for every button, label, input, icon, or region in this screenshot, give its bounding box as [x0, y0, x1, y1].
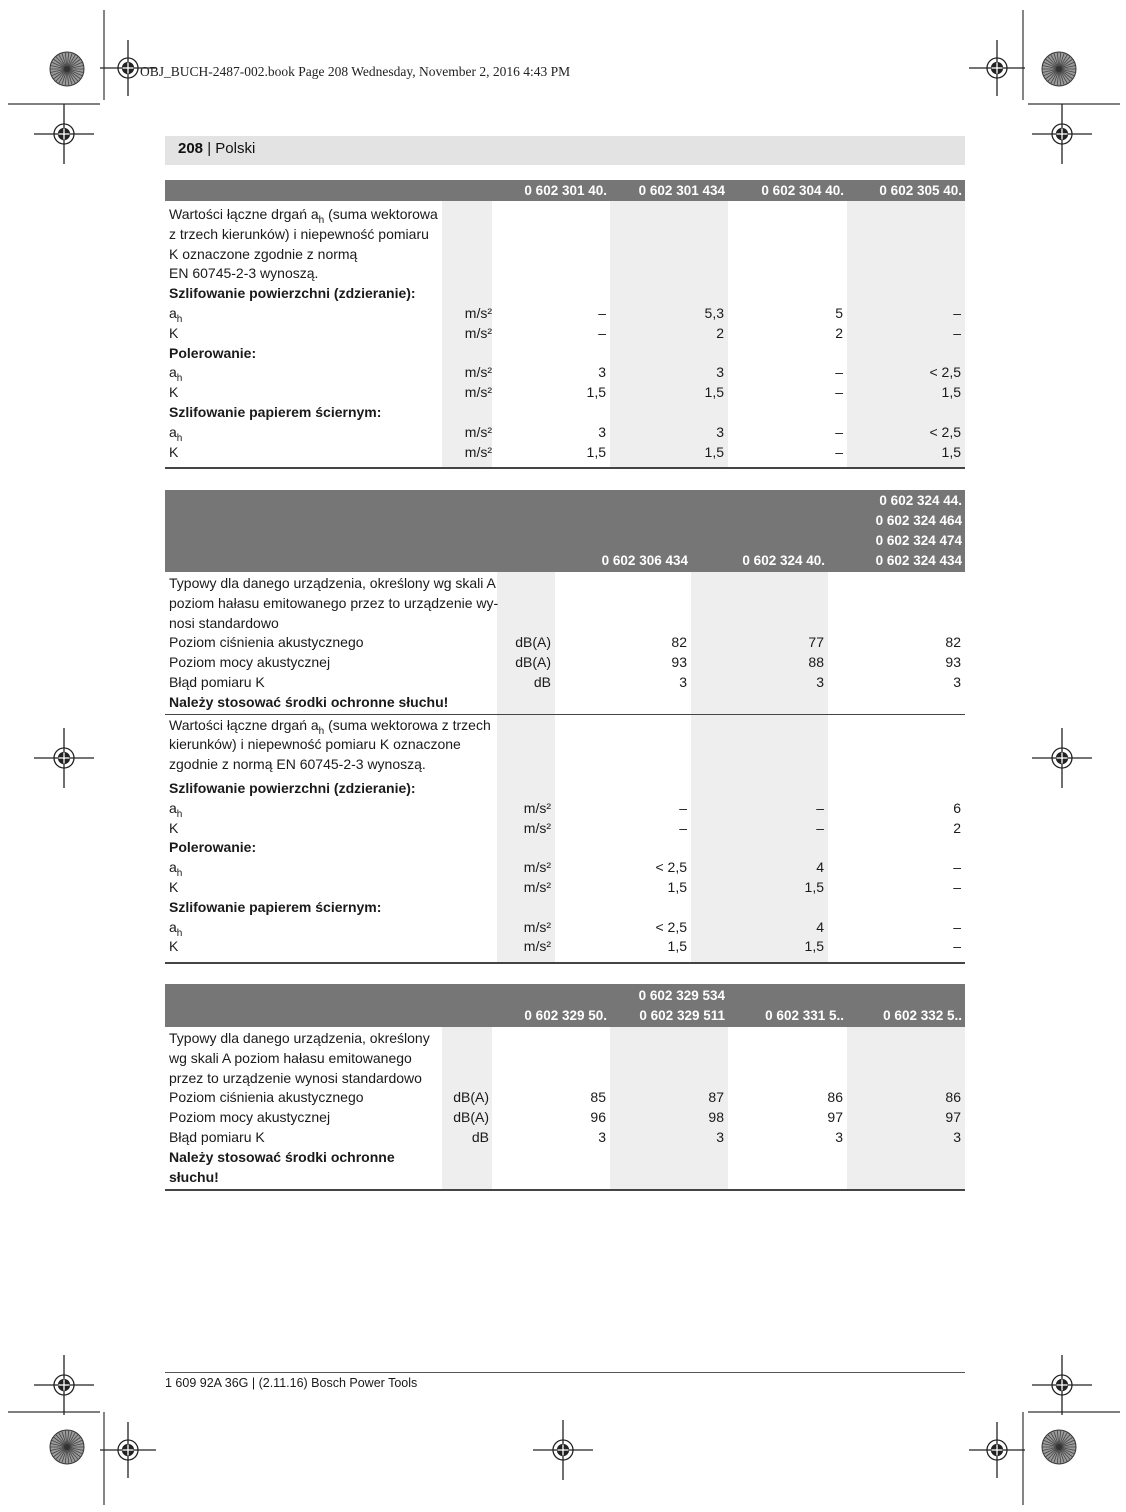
page-number: 208 — [178, 140, 204, 157]
table2-noise-intro-line: Typowy dla danego urządzenia, określony wg skali A — [169, 575, 496, 591]
table1-row-label: $a_h$ — [169, 423, 183, 444]
table2-cell: 93 — [945, 654, 961, 671]
table1-cell: 5 — [835, 305, 843, 321]
table1-cell: 1,5 — [941, 384, 961, 401]
table1-row-label: K — [169, 443, 179, 460]
table1-cell: 1,5 — [704, 384, 724, 401]
page-language: Polski — [215, 140, 256, 157]
table1-cell: 3 — [716, 423, 724, 440]
table2-cell: 1,5 — [667, 879, 687, 895]
table2-noise-intro-line: nosi standardowo — [169, 614, 279, 631]
subscript-h: h — [176, 313, 183, 325]
table1-cell: 1,5 — [704, 443, 724, 460]
table1-cell: 2 — [835, 324, 843, 341]
table1-col-header: 0 602 304 40. — [761, 183, 844, 198]
table3-noise-label: Poziom mocy akustycznej — [169, 1109, 331, 1126]
table1-cell: 3 — [716, 364, 724, 381]
table2-cell: 1,5 — [667, 938, 687, 955]
table3-noise-unit: dB(A) — [453, 1089, 489, 1106]
table2-noise-intro-line: poziom hałasu emitowanego przez to urządzenie wy- — [169, 594, 499, 611]
registration-crosshair — [969, 1422, 1025, 1478]
table1-row-unit: m/s² — [464, 384, 492, 401]
table1-row-label: $a_h$ — [169, 305, 183, 325]
table1-col-header: 0 602 301 40. — [524, 183, 607, 198]
table3-col-header: 0 602 329 534 — [638, 988, 725, 1003]
table1-cell: – — [598, 305, 606, 321]
table2-noise-label: Poziom ciśnienia akustycznego — [169, 634, 364, 651]
print-header: OBJ_BUCH-2487-002.book Page 208 Wednesday, November 2, 2016 4:43 PM — [140, 64, 571, 79]
table1-col-header: 0 602 301 434 — [638, 183, 725, 198]
table2-cell: 3 — [953, 674, 961, 690]
table3-noise-intro-line: Typowy dla danego urządzenia, określony — [169, 1030, 430, 1046]
table2-cell: 2 — [953, 819, 961, 836]
table1-cell: – — [953, 324, 961, 341]
subscript-h: h — [176, 867, 183, 879]
table1-row-unit: m/s² — [464, 364, 492, 381]
table3-noise-label: Błąd pomiaru K — [169, 1129, 265, 1145]
table2-row-unit: m/s² — [523, 819, 551, 836]
footer-text: 1 609 92A 36G | (2.11.16) Bosch Power Tools — [165, 1376, 418, 1390]
table2-cell: < 2,5 — [655, 918, 687, 935]
table2-warning: Należy stosować środki ochronne słuchu! — [169, 693, 449, 710]
table1-cell: 5,3 — [704, 305, 724, 321]
table3-col-header: 0 602 329 511 — [639, 1008, 725, 1023]
table2-vib-intro-line: kierunków) i niepewność pomiaru K oznaczone — [169, 736, 461, 753]
page-separator: | — [203, 140, 216, 157]
table1-section-title: Szlifowanie powierzchni (zdzieranie): — [169, 285, 416, 302]
table1-col-header: 0 602 305 40. — [879, 183, 962, 198]
table2-row-label: K — [169, 938, 179, 955]
table3-noise-unit: dB — [471, 1129, 489, 1145]
table3-col-header: 0 602 331 5.. — [765, 1008, 844, 1023]
table3-cell: 86 — [827, 1089, 843, 1106]
table1-row-unit: m/s² — [464, 324, 492, 341]
registration-crosshair — [1032, 104, 1092, 164]
table2-row-unit: m/s² — [523, 799, 551, 816]
subscript-h: h — [176, 432, 183, 444]
table2-cell: – — [953, 879, 961, 895]
table1-cell: – — [835, 364, 843, 381]
table2-cell: – — [953, 938, 961, 955]
table3-cell: 3 — [716, 1129, 724, 1145]
table2-row-unit: m/s² — [523, 918, 551, 935]
table1-row-unit: m/s² — [464, 443, 492, 460]
table1-section-title: Polerowanie: — [169, 344, 257, 361]
table3-cell: 3 — [598, 1129, 606, 1145]
table2-col-header: 0 602 324 40. — [742, 553, 825, 568]
table2-noise-unit: dB(A) — [515, 634, 551, 651]
table2-cell: 93 — [671, 654, 687, 671]
table1-cell: < 2,5 — [929, 423, 961, 440]
table3-cell: 98 — [708, 1109, 724, 1126]
registration-crosshair — [34, 1355, 94, 1415]
table1-cell: – — [598, 324, 606, 341]
registration-crosshair — [969, 40, 1025, 96]
subscript-h: h — [318, 725, 325, 737]
table1-section-title: Szlifowanie papierem ściernym: — [169, 404, 382, 420]
table2-col-header: 0 602 324 44. — [879, 493, 962, 508]
subscript-h: h — [176, 808, 183, 820]
table3-cell: 3 — [953, 1129, 961, 1145]
table3-cell: 85 — [590, 1089, 606, 1106]
table2-cell: 3 — [816, 674, 824, 690]
table2-cell: 88 — [808, 654, 824, 671]
table3-warning: słuchu! — [169, 1168, 219, 1185]
table1-intro-line: Wartości łączne drgań $a_h$ (suma wektorowa — [169, 206, 438, 226]
table3-noise-intro-line: przez to urządzenie wynosi standardowo — [169, 1069, 422, 1086]
table1-cell: – — [835, 423, 843, 440]
table2-cell: 77 — [808, 634, 824, 651]
subscript-h: h — [318, 214, 325, 226]
table2-cell: – — [816, 799, 824, 816]
registration-rosette — [1042, 52, 1076, 86]
table3-warning: Należy stosować środki ochronne — [169, 1148, 395, 1165]
table1-row-unit: m/s² — [464, 305, 492, 321]
table1-cell: 3 — [598, 364, 606, 381]
table3-cell: 3 — [835, 1129, 843, 1145]
table3-noise-unit: dB(A) — [453, 1109, 489, 1126]
table1-cell: 2 — [716, 324, 724, 341]
table2-cell: – — [953, 918, 961, 935]
registration-rosette — [50, 52, 84, 86]
table2-noise-label: Poziom mocy akustycznej — [169, 654, 331, 671]
registration-crosshair — [533, 1420, 593, 1480]
table1-cell: < 2,5 — [929, 364, 961, 381]
table1-cell: 1,5 — [586, 443, 606, 460]
table2-col-header: 0 602 324 464 — [875, 513, 962, 528]
table3-cell: 97 — [827, 1109, 843, 1126]
table1-intro-line: EN 60745-2-3 wynoszą. — [169, 265, 319, 282]
table3-cell: 96 — [590, 1109, 606, 1126]
table3-cell: 86 — [945, 1089, 961, 1106]
table2-col-header: 0 602 324 474 — [875, 533, 962, 548]
table2-section-title: Szlifowanie papierem ściernym: — [169, 898, 382, 915]
table3-col-header: 0 602 329 50. — [524, 1008, 607, 1023]
table2-noise-label: Błąd pomiaru K — [169, 674, 265, 690]
table2-cell: 3 — [679, 674, 687, 690]
table2-section-title: Polerowanie: — [169, 839, 257, 856]
table3-noise-label: Poziom ciśnienia akustycznego — [169, 1089, 364, 1106]
table2-cell: – — [816, 819, 824, 836]
table1-cell: 1,5 — [586, 384, 606, 401]
table1-intro-line: z trzech kierunków) i niepewność pomiaru — [169, 225, 429, 242]
registration-crosshair — [1032, 1355, 1092, 1415]
table2-cell: – — [679, 799, 687, 816]
subscript-h: h — [176, 927, 183, 939]
table2-row-label: $a_h$ — [169, 799, 183, 820]
table2-cell: 82 — [671, 634, 687, 651]
table3-cell: 97 — [945, 1109, 961, 1126]
table2-cell: 1,5 — [804, 938, 824, 955]
table2-row-label: K — [169, 879, 179, 895]
table1-cell: – — [835, 384, 843, 401]
table3-cell: 87 — [708, 1089, 724, 1106]
table1-cell: 3 — [598, 423, 606, 440]
table1-row-unit: m/s² — [464, 423, 492, 440]
table3-col-header: 0 602 332 5.. — [883, 1008, 962, 1023]
table2-cell: 4 — [816, 859, 824, 876]
table2-row-unit: m/s² — [523, 938, 551, 955]
table2-vib-intro-line: zgodnie z normą EN 60745-2-3 wynoszą. — [169, 756, 426, 773]
table2-cell: 4 — [816, 918, 824, 935]
subscript-h: h — [176, 373, 183, 385]
registration-crosshair — [100, 40, 156, 96]
table2-col-header: 0 602 306 434 — [601, 553, 688, 568]
table2-cell: 6 — [953, 799, 961, 816]
registration-crosshair — [100, 1422, 156, 1478]
registration-crosshair — [1032, 728, 1092, 788]
table2-row-label: $a_h$ — [169, 918, 183, 939]
table2-vib-intro-line: Wartości łączne drgań $a_h$ (suma wektorowa z trzech — [169, 716, 491, 737]
table2-section-title: Szlifowanie powierzchni (zdzieranie): — [169, 780, 416, 796]
table1-intro-line: K oznaczone zgodnie z normą — [169, 245, 358, 262]
table2-cell: < 2,5 — [655, 859, 687, 876]
table1-row-label: $a_h$ — [169, 364, 183, 385]
table1-row-label: K — [169, 384, 179, 401]
registration-rosette — [1042, 1430, 1076, 1464]
table3-noise-intro-line: wg skali A poziom hałasu emitowanego — [169, 1049, 412, 1066]
table2-col-header: 0 602 324 434 — [875, 553, 962, 568]
table2-cell: – — [679, 819, 687, 836]
registration-rosette — [50, 1430, 84, 1464]
table1-row-label: K — [169, 324, 179, 341]
table2-row-label: $a_h$ — [169, 859, 183, 879]
table2-noise-unit: dB(A) — [515, 654, 551, 671]
table2-row-label: K — [169, 819, 179, 836]
table2-row-unit: m/s² — [523, 859, 551, 876]
table1-cell: – — [835, 443, 843, 460]
table2-row-unit: m/s² — [523, 879, 551, 895]
registration-crosshair — [34, 104, 94, 164]
registration-crosshair — [34, 728, 94, 788]
table2-cell: 82 — [945, 634, 961, 651]
table2-noise-unit: dB — [533, 674, 551, 690]
table2-cell: 1,5 — [804, 879, 824, 895]
table2-cell: – — [953, 859, 961, 876]
table1-cell: 1,5 — [941, 443, 961, 460]
table1-cell: – — [953, 305, 961, 321]
